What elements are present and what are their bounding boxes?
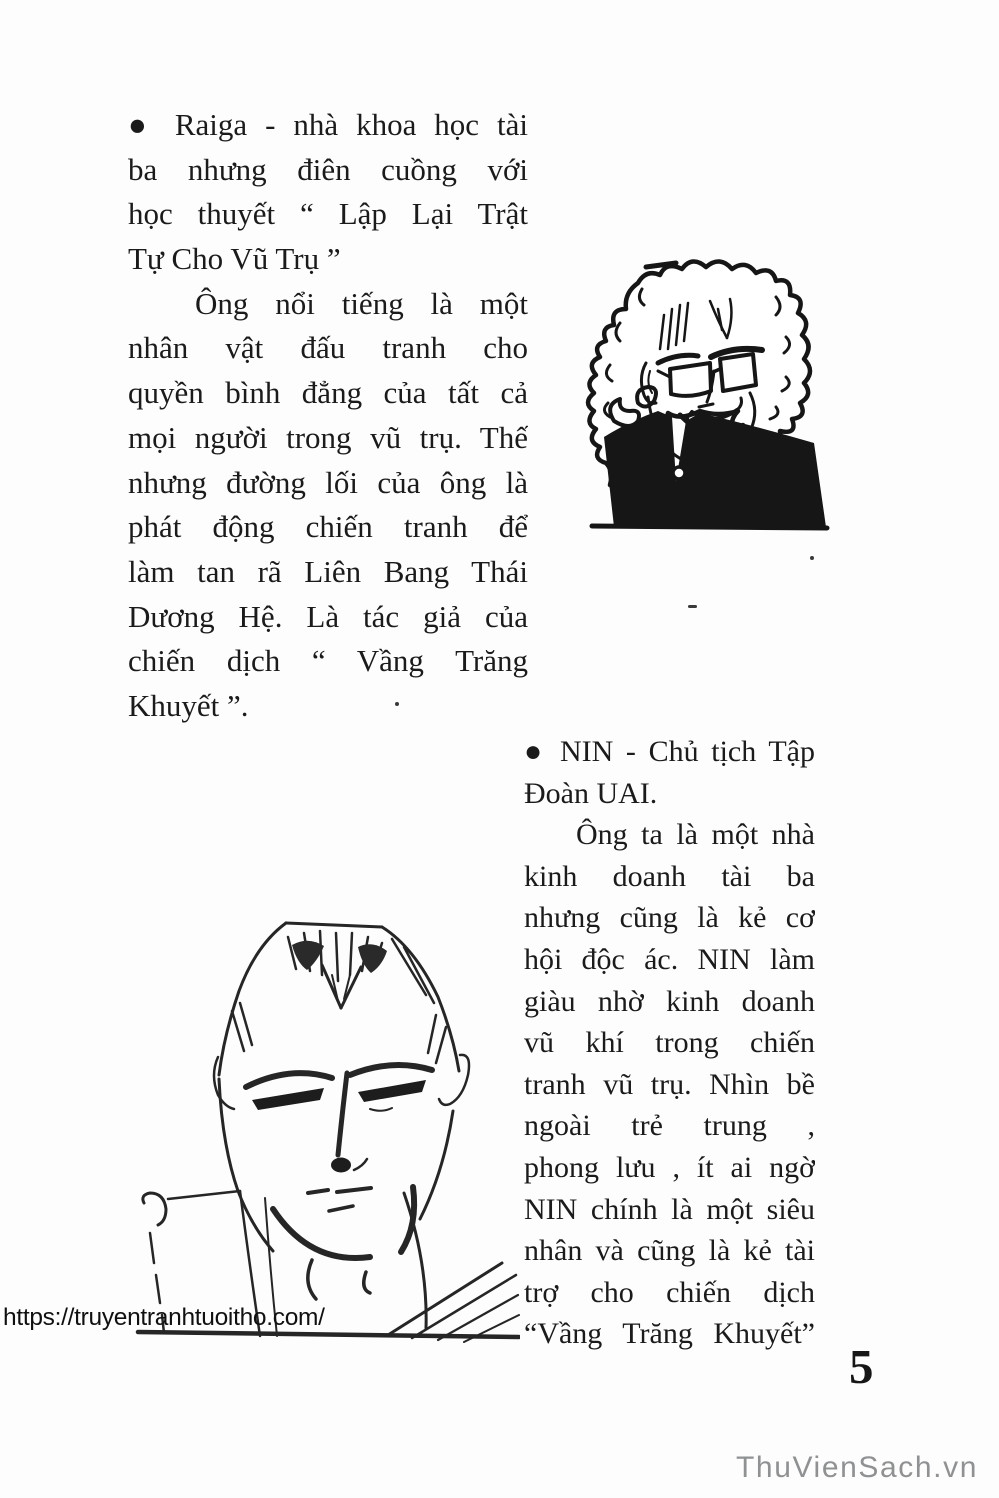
text-line: nhưng cũng là kẻ cơ xyxy=(524,901,815,935)
shirt-button xyxy=(673,467,685,479)
text-line: nhân vật đấu tranh cho xyxy=(128,330,528,366)
head-left-contour xyxy=(219,923,286,1075)
text-line: trợ cho chiến dịch xyxy=(524,1275,815,1309)
text-line: phong lưu , ít ai ngờ xyxy=(524,1150,815,1184)
left-ear xyxy=(214,1057,234,1109)
text-line: Khuyết ”. xyxy=(128,687,249,723)
head-right-contour xyxy=(382,927,459,1071)
text-line: nhưng đường lối của ông là xyxy=(128,464,528,500)
print-speck xyxy=(688,605,697,608)
right-ear xyxy=(439,1055,469,1105)
right-shoulder-hatching xyxy=(388,1263,519,1342)
head-top xyxy=(286,923,382,927)
raiga-description-block xyxy=(128,103,528,729)
collar-hooks xyxy=(308,1260,370,1299)
text-line: Ông nổi tiếng là một xyxy=(195,285,528,321)
print-speck xyxy=(395,702,399,706)
text-line: chiến dịch “ Vầng Trăng xyxy=(128,643,528,679)
table-line xyxy=(592,526,827,528)
face-right-contour xyxy=(420,1111,453,1219)
hair-dark-patch-left xyxy=(292,941,324,970)
text-line: ba nhưng điên cuồng với xyxy=(128,151,528,187)
right-eye xyxy=(358,1080,426,1102)
paragraph xyxy=(524,731,815,814)
right-eyebrow xyxy=(350,1065,432,1075)
text-line: học thuyết “ Lập Lại Trật xyxy=(128,196,528,232)
text-line: ● NIN - Chủ tịch Tập xyxy=(524,735,815,768)
nin-portrait-illustration xyxy=(120,903,520,1348)
glasses-right-lens xyxy=(720,354,756,391)
nin-description-block xyxy=(524,731,815,1355)
left-eyebrow xyxy=(246,1073,332,1087)
mouth xyxy=(308,1188,371,1211)
widows-peak xyxy=(322,965,361,1008)
nostril xyxy=(331,1158,351,1173)
text-line: mọi người trong vũ trụ. Thế xyxy=(128,419,528,455)
text-line: nhân và cũng là kẻ tài xyxy=(524,1234,815,1268)
watermark-url: https://truyentranhtuoitho.com/ xyxy=(3,1304,325,1331)
text-line: hội độc ác. NIN làm xyxy=(524,942,815,976)
paragraph xyxy=(128,103,528,282)
text-line: kinh doanh tài ba xyxy=(524,859,815,893)
print-speck xyxy=(810,556,814,560)
glasses-left-lens xyxy=(670,363,711,396)
text-line: tranh vũ trụ. Nhìn bề xyxy=(524,1067,815,1101)
text-line: làm tan rã Liên Bang Thái xyxy=(128,553,528,589)
nose-shadow xyxy=(338,1073,347,1155)
text-line: phát động chiến tranh để xyxy=(128,509,528,545)
text-line: “Vầng Trăng Khuyết” xyxy=(524,1317,815,1351)
text-line: vũ khí trong chiến xyxy=(524,1026,815,1060)
watermark-site-logo: ThuVienSach.vn xyxy=(736,1451,978,1484)
text-line: Ông ta là một nhà xyxy=(576,818,815,852)
hair-hatching xyxy=(232,931,446,1063)
raiga-portrait-illustration xyxy=(580,245,836,545)
text-line: giàu nhờ kinh doanh xyxy=(524,984,815,1018)
text-line: Dương Hệ. Là tác giả của xyxy=(128,598,528,634)
text-line: quyền bình đẳng của tất cả xyxy=(128,375,528,411)
left-eye xyxy=(252,1088,324,1110)
paragraph xyxy=(524,814,815,1355)
text-line: Tự Cho Vũ Trụ ” xyxy=(128,241,341,277)
text-line: ● Raiga - nhà khoa học tài xyxy=(128,107,528,142)
table-line xyxy=(138,1332,519,1337)
jaw-chin-heavy xyxy=(273,1209,370,1258)
page-number: 5 xyxy=(849,1339,874,1394)
text-line: Đoàn UAI. xyxy=(524,776,658,810)
text-line: NIN chính là một siêu xyxy=(524,1192,815,1226)
paragraph xyxy=(128,282,528,729)
text-line: ngoài trẻ trung , xyxy=(524,1109,815,1143)
